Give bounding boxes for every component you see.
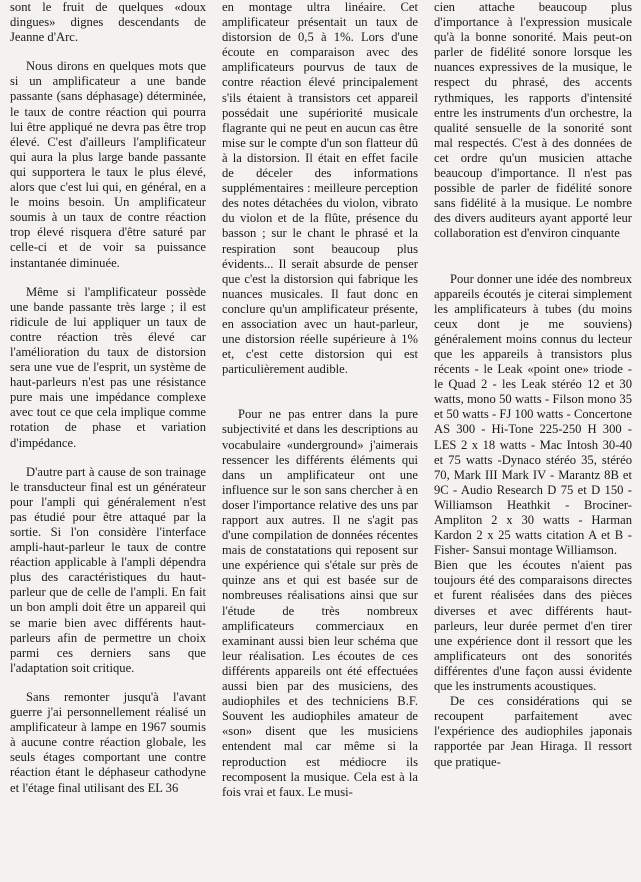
paragraph-gap xyxy=(434,242,632,272)
paragraph-gap xyxy=(10,676,206,690)
paragraph-gap xyxy=(10,45,206,59)
paragraph: Pour donner une idée des nombreux appareils écoutés je citerai simplement les amplificateurs à tubes (du moins ceux dont je me souviens) généralement moins connus du lecteur que les appareils à transistors plus récents - le Leak «point one» triode - le Quad 2 - les Leak stéréo 12 et 30 watts, mono 50 watts - Filson mono 35 et 50 watts - FJ 100 watts - Concertone AS 300 - Hi-Tone 225-250 H 300 - LES 2 x 18 watts - Mac Intosh 30-40 et 75 watts -Dynaco stéréo 35, stéréo 70, Mark III Mark IV - Marantz 8B et 9C - Audio Research D 75 et D 150 - Williamson Heathkit - Brociner-Ampliton 2 x 30 watts - Harman Kardon 2 x 25 watts citation A et B - Fisher- Sansui montage Williamson. xyxy=(434,271,632,558)
paragraph: De ces considérations qui se recoupent parfaitement avec l'expérience des audiophiles japonais rapportée par Jean Hiraga. Il ressort que pratique- xyxy=(434,694,632,769)
paragraph-gap xyxy=(222,377,418,407)
paragraph: D'autre part à cause de son trainage le transducteur final est un générateur pour l'ampli qui généralement n'est pas étudié pour être attaqué par la sortie. Si l'on considère l'interface ampli-haut-parleur le taux de contre réaction applicable à l'ampli dépendra plus des caractéristiques du haut-parleur que de celle de l'ampli. En fait un bon ampli doit être un appareil qui se marie bien avec différents haut-parleurs afin de permettre un choix parmi ces derniers sans que l'adaptation soit critique. xyxy=(10,464,206,675)
paragraph: Pour ne pas entrer dans la pure subjectivité et dans les descriptions au vocabulaire «underground» j'aimerais ressencer les différents éléments qui dans un amplificateur ont une influence sur le son sans chercher à en doser l'importance relative des uns par rapport aux autres. Il ne s'agit pas d'une compilation de données récentes mais de constatations qui reposent sur une expérience qui s'étale sur près de quinze ans et qui est basée sur de nombreuses réalisations ainsi que sur l'étude de très nombreux amplificateurs commerciaux en examinant aussi bien leur schéma que leur réalisation. Les écoutes de ces différents appareils ont été effectuées aussi bien par des musiciens, des audiophiles et des techniciens B.F. Souvent les audiophiles amateur de «son» disent que les musiciens entendent mal car même si la reproduction est médiocre ils recomposent la musique. Cela est à la fois vrai et faux. Le musi- xyxy=(222,407,418,799)
text-column-1 xyxy=(10,0,206,796)
paragraph: cien attache beaucoup plus d'importance à l'expression musicale qu'à la bonne sonorité. Mais peut-on parler de fidélité sonore lorsque les nuances expressives de la musique, le respect du phrasé, des accents rythmiques, les rapports d'intensité entre les instruments d'un orchestre, la qualité sensuelle de la sonorité sont mal respectés. C'est à des données de cet ordre qu'un musicien attache beaucoup d'importance. Il n'est pas possible de parler de fidélité sonore sans fidélité à la musique. Le nombre des divers auditeurs ayant apporté leur collaboration est d'environ cinquante xyxy=(434,0,632,241)
text-column-3 xyxy=(434,0,632,770)
paragraph: Bien que les écoutes n'aient pas toujours été des comparaisons directes et furent réalisées dans des pièces diverses et avec différents haut-parleurs, leur durée permet d'en tirer une expérience dont il ressort que les amplificateurs ont des sonorités différentes d'une façon aussi évidente que les instruments acoustiques. xyxy=(434,558,632,694)
paragraph-gap xyxy=(10,451,206,465)
paragraph: Sans remonter jusqu'à l'avant guerre j'ai personnellement réalisé un amplificateur à lampe en 1967 soumis à aucune contre réaction globale, les seuls étages comportant une contre réaction étant le déphaseur cathodyne et l'étage final utilisant des EL 36 xyxy=(10,689,206,795)
paragraph: Même si l'amplificateur possède une bande passante très large ; il est ridicule de lui appliquer un taux de contre réaction très élevé car l'amélioration du taux de distorsion sera une vue de l'esprit, un système de haut-parleurs n'est pas une résistance pure mais une impédance complexe avec tout ce que cela implique comme rotation de phase et variation d'impédance. xyxy=(10,284,206,450)
paragraph: sont le fruit de quelques «doux dingues» dignes descendants de Jeanne d'Arc. xyxy=(10,0,206,45)
paragraph: Nous dirons en quelques mots que si un amplificateur a une bande passante (sans déphasage) déterminée, le taux de contre réaction qui pourra lui être appliqué ne devra pas être trop élevé. C'est d'ailleurs l'amplificateur qui aura la plus large bande passante qui supportera le taux le plus élevé, alors que c'est lui qui, en général, en a le moins besoin. Un amplificateur soumis à un taux de contre réaction trop élevé risquera d'être saturé par celle-ci et de voir sa puissance instantanée diminuée. xyxy=(10,59,206,270)
paragraph: en montage ultra linéaire. Cet amplificateur présentait un taux de distorsion de 0,5 à 1%. Lors d'une écoute en comparaison avec des amplificateurs pourvus de taux de contre réaction élevé principalement s'ils étaient à transistors cet appareil possédait une supériorité musicale flagrante qui ne peut en aucun cas être mise sur le compte d'un son flatteur dû à la distorsion. Il était en effet facile de déceler des informations supplémentaires : meilleure perception des notes détachées du violon, vibrato du violon et de la flûte, présence du basson ; sur le chant le phrasé et la respiration sont beaucoup plus évidents... Il serait absurde de penser que c'est la distorsion qui fabrique les nuances musicales. Il faut donc en conclure qu'un amplificateur présente, en association avec un haut-parleur, une distorsion réelle supérieure à 1% et, c'est cette distorsion qui est particulièrement audible. xyxy=(222,0,418,377)
text-column-2 xyxy=(222,0,418,800)
paragraph-gap xyxy=(10,271,206,285)
